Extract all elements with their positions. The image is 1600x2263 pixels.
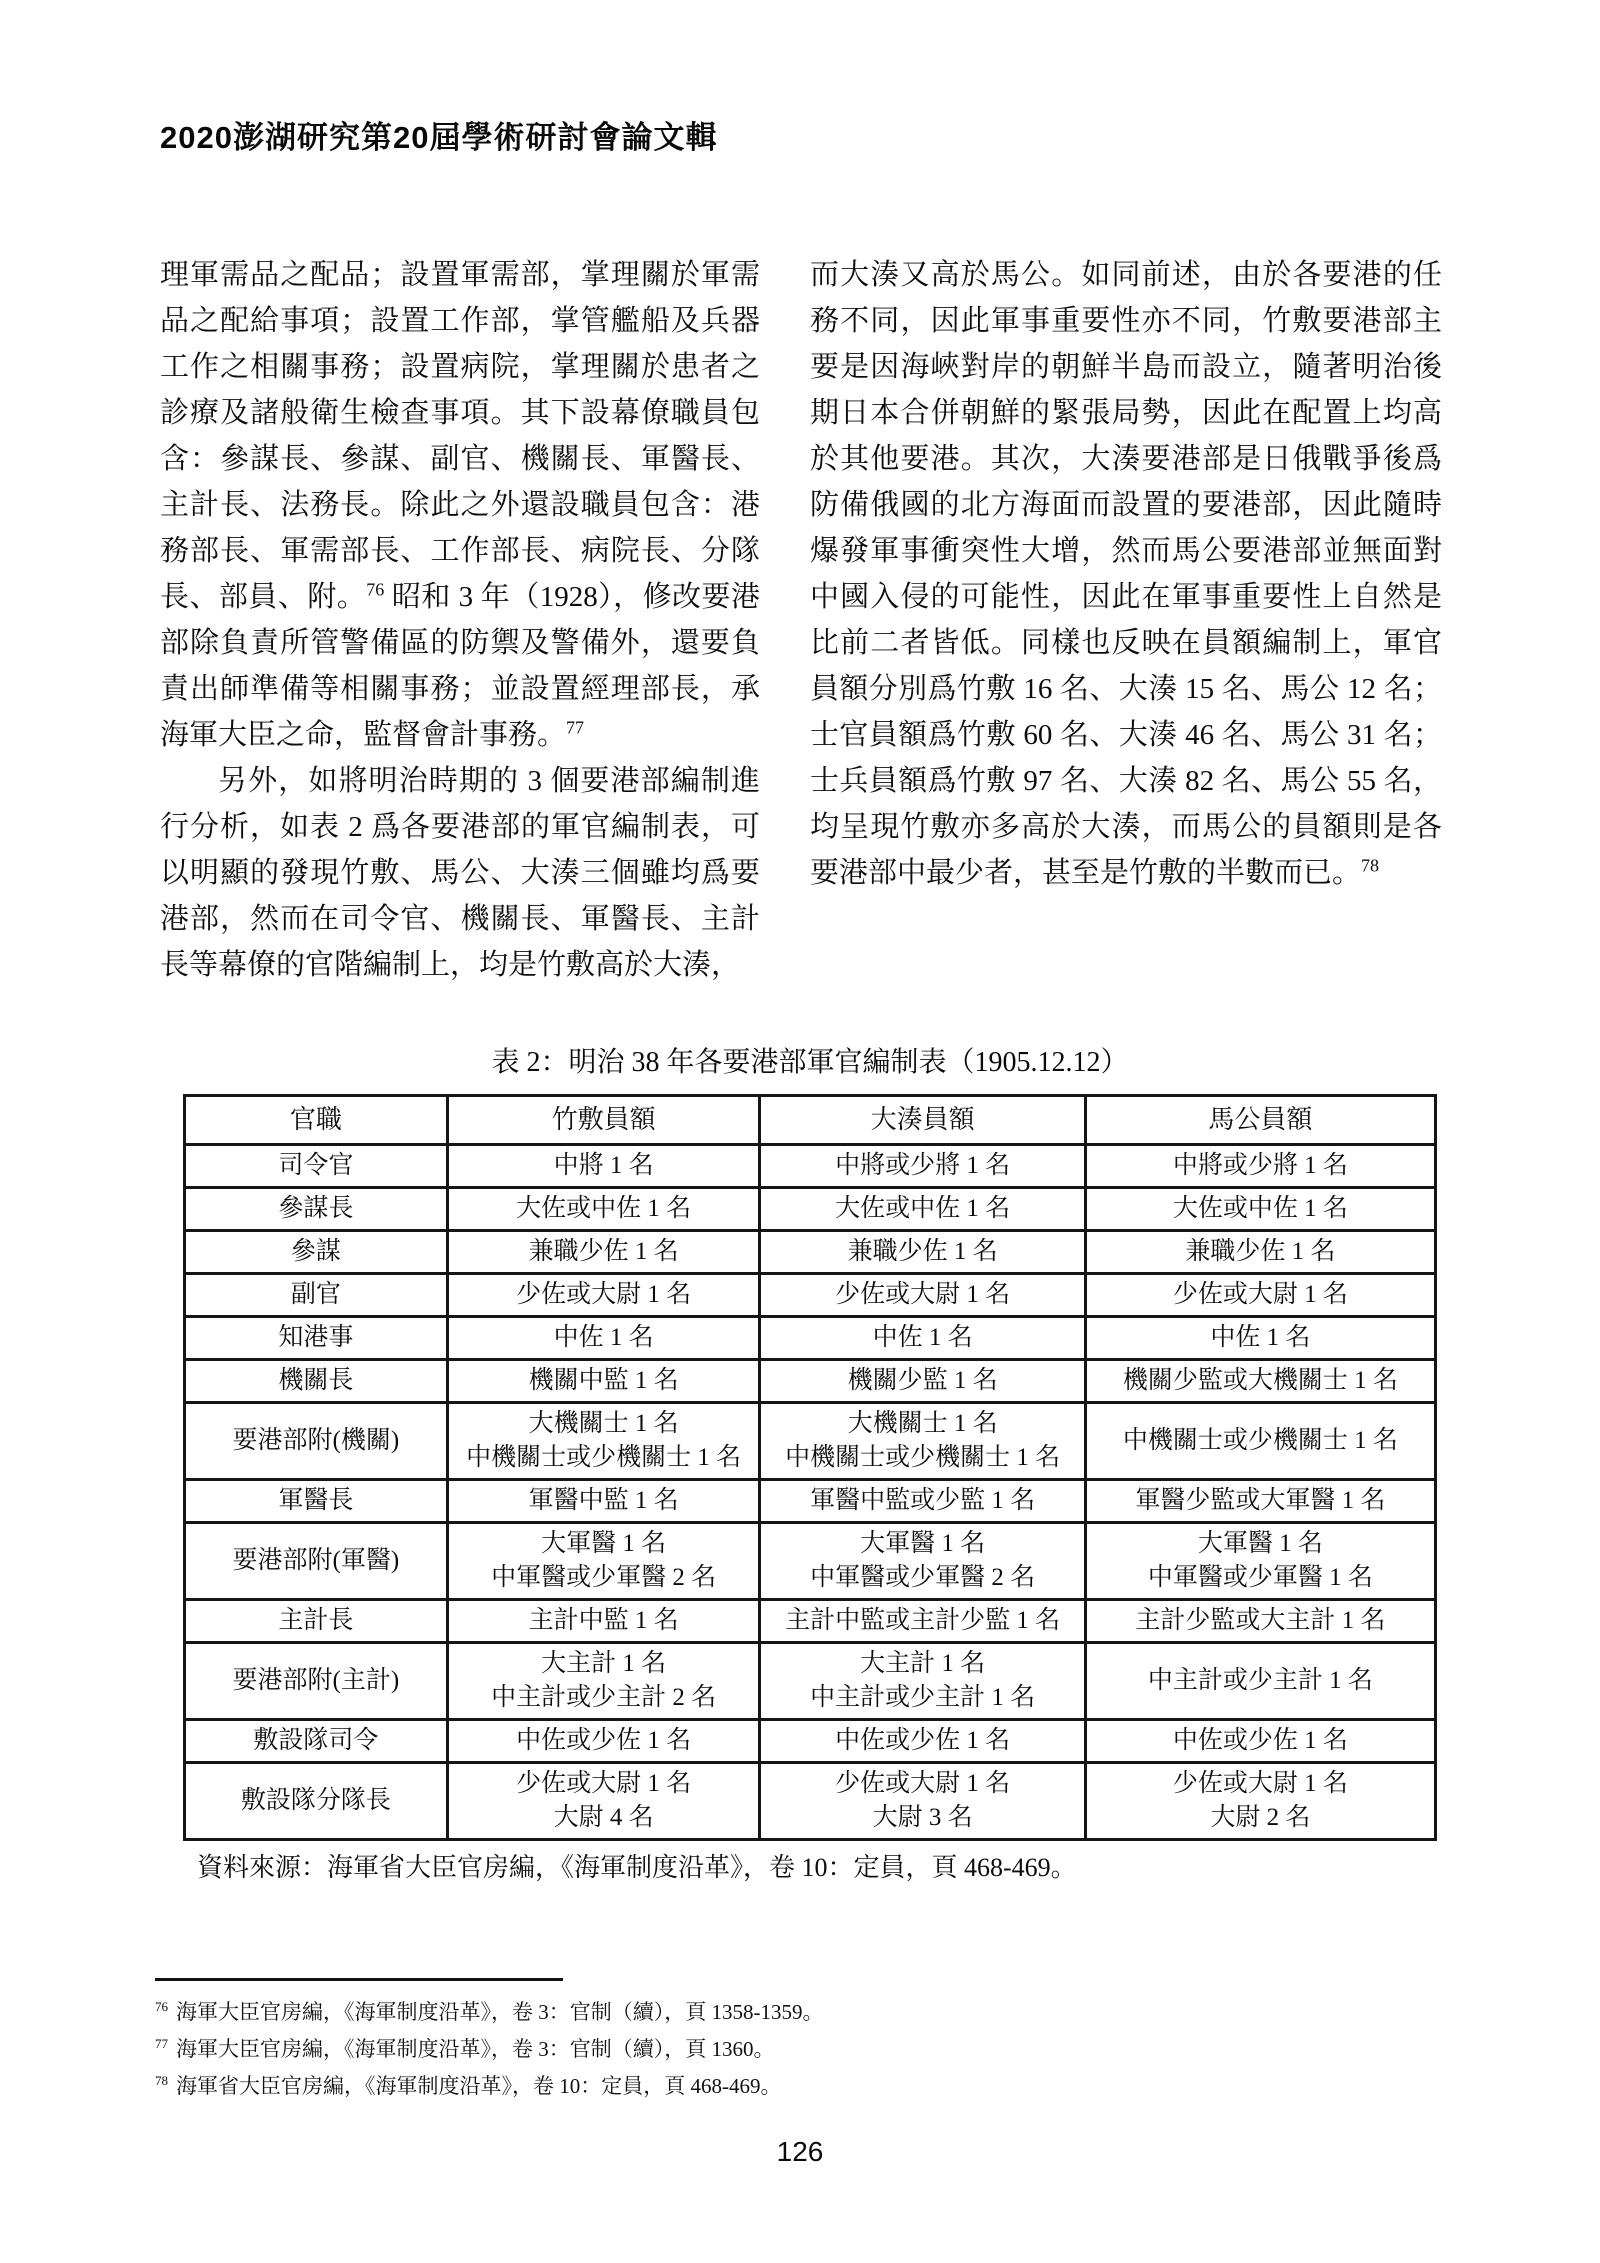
cell-line: 大尉 2 名 [1210, 1804, 1311, 1831]
cell-line: 少佐或大尉 1 名 [1172, 1281, 1348, 1308]
cell-line: 敷設隊司令 [253, 1727, 379, 1754]
table-header-row [185, 1096, 1436, 1145]
quota-cell [1085, 1403, 1435, 1480]
cell-line: 副官 [290, 1281, 341, 1308]
quota-cell [447, 1600, 760, 1643]
cell-line: 中軍醫或少軍醫 2 名 [810, 1564, 1036, 1591]
cell-line: 主計中監或主計少監 1 名 [785, 1607, 1061, 1634]
cell-line: 中將 1 名 [553, 1152, 654, 1179]
position-cell [185, 1403, 448, 1480]
cell-line: 中佐或少佐 1 名 [835, 1727, 1011, 1754]
quota-cell [760, 1480, 1085, 1523]
cell-line: 機關少監 1 名 [847, 1367, 998, 1394]
position-cell [185, 1720, 448, 1763]
cell-line: 大尉 3 名 [872, 1804, 973, 1831]
cell-line: 兼職少佐 1 名 [528, 1238, 679, 1265]
quota-cell [447, 1720, 760, 1763]
quota-cell [1085, 1317, 1435, 1360]
quota-cell [447, 1643, 760, 1720]
cell-line: 要港部附(主計) [232, 1667, 400, 1694]
table-row [185, 1360, 1436, 1403]
body-columns [160, 252, 1442, 988]
position-cell [185, 1763, 448, 1840]
cell-line: 中佐或少佐 1 名 [1172, 1727, 1348, 1754]
footnote-text: 海軍大臣官房編，《海軍制度沿革》，卷 3：官制（續），頁 1358-1359。 [176, 2000, 824, 2024]
cell-line: 軍醫中監 1 名 [528, 1487, 679, 1514]
quota-cell [1085, 1145, 1435, 1188]
table-row [185, 1480, 1436, 1523]
footnote-reference: 78 [1361, 855, 1379, 876]
quota-cell [760, 1231, 1085, 1274]
quota-cell [447, 1763, 760, 1840]
paragraph [810, 252, 1442, 896]
cell-line: 參謀長 [278, 1195, 354, 1222]
cell-line: 要港部附(機關) [232, 1427, 400, 1454]
cell-line: 大佐或中佐 1 名 [516, 1195, 692, 1222]
table-row [185, 1720, 1436, 1763]
cell-line: 機關中監 1 名 [528, 1367, 679, 1394]
cell-line: 少佐或大尉 1 名 [516, 1281, 692, 1308]
footnote-separator-rule [155, 1978, 563, 1981]
footnote [155, 2031, 1445, 2068]
column-header-ominato: 大湊員額 [760, 1096, 1085, 1145]
position-cell [185, 1523, 448, 1600]
page-number: 126 [776, 2136, 824, 2167]
footnote-text: 海軍省大臣官房編，《海軍制度沿革》，卷 10：定員，頁 468-469。 [176, 2074, 782, 2098]
position-cell [185, 1188, 448, 1231]
table-row [185, 1600, 1436, 1643]
cell-line: 中機關士或少機關士 1 名 [466, 1444, 742, 1471]
quota-cell [760, 1600, 1085, 1643]
cell-line: 中將或少將 1 名 [1172, 1152, 1348, 1179]
quota-cell [760, 1145, 1085, 1188]
cell-line: 大主計 1 名 [541, 1650, 667, 1677]
cell-line: 大佐或中佐 1 名 [835, 1195, 1011, 1222]
cell-line: 中軍醫或少軍醫 2 名 [491, 1564, 717, 1591]
quota-cell [760, 1403, 1085, 1480]
left-column [160, 252, 760, 988]
text-run: 而大湊又高於馬公。如同前述，由於各要港的任務不同，因此軍事重要性亦不同，竹敷要港部主要是因海峽對岸的朝鮮半島而設立，隨著明治後期日本合併朝鮮的緊張局勢，因此在配置上均高於其他要港。其次，大湊要港部是日俄戰爭後爲防備俄國的北方海面而設置的要港部，因此隨時爆發軍事衝突性大增，然而馬公要港部並無面對中國入侵的可能性，因此在軍事重要性上自然是比前二者皆低。同樣也反映在員額編制上，軍官員額分別爲竹敷 16 名、大湊 15 名、馬公 12 名；士官員額爲竹敷 60 名、大湊 46 名、馬公 31 名；士兵員額爲竹敷 97 名、大湊 82 名、馬公 55 名，均呈現竹敷亦多高於大湊，而馬公的員額則是各要港部中最少者，甚至是竹敷的半數而已。 [810, 259, 1442, 889]
quota-cell [1085, 1360, 1435, 1403]
table-row [185, 1145, 1436, 1188]
table-row [185, 1274, 1436, 1317]
table-row [185, 1403, 1436, 1480]
cell-line: 大機關士 1 名 [528, 1410, 679, 1437]
cell-line: 中佐或少佐 1 名 [516, 1727, 692, 1754]
table-source-note: 資料來源：海軍省大臣官房編，《海軍制度沿革》，卷 10：定員，頁 468-469。 [197, 1853, 1077, 1882]
cell-line: 軍醫長 [278, 1487, 354, 1514]
position-cell [185, 1145, 448, 1188]
table-row [185, 1317, 1436, 1360]
cell-line: 主計少監或大主計 1 名 [1135, 1607, 1386, 1634]
quota-cell [760, 1523, 1085, 1600]
quota-cell [447, 1523, 760, 1600]
position-cell [185, 1360, 448, 1403]
quota-cell [760, 1188, 1085, 1231]
cell-line: 中機關士或少機關士 1 名 [1122, 1427, 1398, 1454]
quota-cell [760, 1763, 1085, 1840]
quota-cell [760, 1720, 1085, 1763]
paragraph [160, 252, 760, 758]
text-run: 昭和 3 年（1928），修改要港部除負責所管警備區的防禦及警備外，還要負責出師準備等相關事務；並設置經理部長，承海軍大臣之命，監督會計事務。 [160, 581, 760, 751]
footnote [155, 1994, 1445, 2031]
cell-line: 司令官 [278, 1152, 354, 1179]
quota-cell [447, 1403, 760, 1480]
table-title: 表 2：明治 38 年各要港部軍官編制表（1905.12.12） [491, 1047, 1129, 1078]
cell-line: 少佐或大尉 1 名 [835, 1770, 1011, 1797]
quota-cell [760, 1360, 1085, 1403]
cell-line: 要港部附(軍醫) [232, 1547, 400, 1574]
quota-cell [1085, 1720, 1435, 1763]
text-run: 理軍需品之配品；設置軍需部，掌理關於軍需品之配給事項；設置工作部，掌管艦船及兵器工作之相關事務；設置病院，掌理關於患者之診療及諸般衛生檢查事項。其下設幕僚職員包含：參謀長、參謀、副官、機關長、軍醫長、主計長、法務長。除此之外還設職員包含：港務部長、軍需部長、工作部長、病院長、分隊長、部員、附。 [160, 259, 760, 613]
cell-line: 大機關士 1 名 [847, 1410, 998, 1437]
cell-line: 大佐或中佐 1 名 [1172, 1195, 1348, 1222]
cell-line: 中主計或少主計 1 名 [810, 1684, 1036, 1711]
cell-line: 中佐 1 名 [1210, 1324, 1311, 1351]
cell-line: 大軍醫 1 名 [541, 1530, 667, 1557]
footnote-reference: 77 [566, 717, 584, 738]
quota-cell [1085, 1274, 1435, 1317]
cell-line: 機關長 [278, 1367, 354, 1394]
table-row [185, 1643, 1436, 1720]
cell-line: 主計長 [278, 1607, 354, 1634]
quota-cell [1085, 1523, 1435, 1600]
position-cell [185, 1643, 448, 1720]
quota-cell [447, 1317, 760, 1360]
cell-line: 大軍醫 1 名 [860, 1530, 986, 1557]
footnote-number: 77 [155, 2036, 169, 2051]
quota-cell [760, 1317, 1085, 1360]
cell-line: 中主計或少主計 2 名 [491, 1684, 717, 1711]
officer-roster-table [183, 1094, 1437, 1841]
cell-line: 少佐或大尉 1 名 [835, 1281, 1011, 1308]
cell-line: 大主計 1 名 [860, 1650, 986, 1677]
table-row [185, 1231, 1436, 1274]
table-row [185, 1523, 1436, 1600]
cell-line: 中將或少將 1 名 [835, 1152, 1011, 1179]
cell-line: 兼職少佐 1 名 [847, 1238, 998, 1265]
table-block [183, 1040, 1437, 1884]
position-cell [185, 1317, 448, 1360]
table-row [185, 1763, 1436, 1840]
cell-line: 大尉 4 名 [553, 1804, 654, 1831]
cell-line: 少佐或大尉 1 名 [1172, 1770, 1348, 1797]
quota-cell [447, 1480, 760, 1523]
position-cell [185, 1274, 448, 1317]
right-column [810, 252, 1442, 988]
quota-cell [760, 1274, 1085, 1317]
cell-line: 敷設隊分隊長 [240, 1787, 391, 1814]
table-head [185, 1096, 1436, 1145]
table-row [185, 1188, 1436, 1231]
footnote-reference: 76 [366, 579, 385, 600]
footnotes [155, 1994, 1445, 2105]
footnote-number: 78 [155, 2073, 169, 2088]
quota-cell [1085, 1763, 1435, 1840]
cell-line: 軍醫中監或少監 1 名 [810, 1487, 1036, 1514]
quota-cell [1085, 1480, 1435, 1523]
cell-line: 軍醫少監或大軍醫 1 名 [1135, 1487, 1386, 1514]
cell-line: 中佐 1 名 [553, 1324, 654, 1351]
quota-cell [1085, 1643, 1435, 1720]
footnote-text: 海軍大臣官房編，《海軍制度沿革》，卷 3：官制（續），頁 1360。 [176, 2037, 775, 2061]
quota-cell [447, 1188, 760, 1231]
table-body [185, 1145, 1436, 1840]
cell-line: 少佐或大尉 1 名 [516, 1770, 692, 1797]
position-cell [185, 1480, 448, 1523]
cell-line: 參謀 [290, 1238, 341, 1265]
quota-cell [447, 1274, 760, 1317]
cell-line: 知港事 [278, 1324, 354, 1351]
quota-cell [1085, 1188, 1435, 1231]
quota-cell [447, 1145, 760, 1188]
cell-line: 中機關士或少機關士 1 名 [785, 1444, 1061, 1471]
text-run: 另外，如將明治時期的 3 個要港部編制進行分析，如表 2 爲各要港部的軍官編制表，可以明顯的發現竹敷、馬公、大湊三個雖均爲要港部，然而在司令官、機關長、軍醫長、主計長等幕僚的官階編制上，均是竹敷高於大湊， [160, 765, 760, 981]
quota-cell [760, 1643, 1085, 1720]
cell-line: 主計中監 1 名 [528, 1607, 679, 1634]
position-cell [185, 1231, 448, 1274]
cell-line: 機關少監或大機關士 1 名 [1122, 1367, 1398, 1394]
quota-cell [447, 1360, 760, 1403]
quota-cell [1085, 1600, 1435, 1643]
cell-line: 中軍醫或少軍醫 1 名 [1147, 1564, 1373, 1591]
footnote-number: 76 [155, 1999, 169, 2014]
cell-line: 兼職少佐 1 名 [1185, 1238, 1336, 1265]
cell-line: 中佐 1 名 [872, 1324, 973, 1351]
cell-line: 中主計或少主計 1 名 [1147, 1667, 1373, 1694]
cell-line: 大軍醫 1 名 [1197, 1530, 1323, 1557]
position-cell [185, 1600, 448, 1643]
running-head-title: 2020澎湖研究第20屆學術研討會論文輯 [160, 120, 718, 155]
column-header-position: 官職 [185, 1096, 448, 1145]
column-header-mako: 馬公員額 [1085, 1096, 1435, 1145]
column-header-chikushiki: 竹敷員額 [447, 1096, 760, 1145]
paragraph [160, 758, 760, 988]
quota-cell [447, 1231, 760, 1274]
quota-cell [1085, 1231, 1435, 1274]
footnote [155, 2068, 1445, 2105]
